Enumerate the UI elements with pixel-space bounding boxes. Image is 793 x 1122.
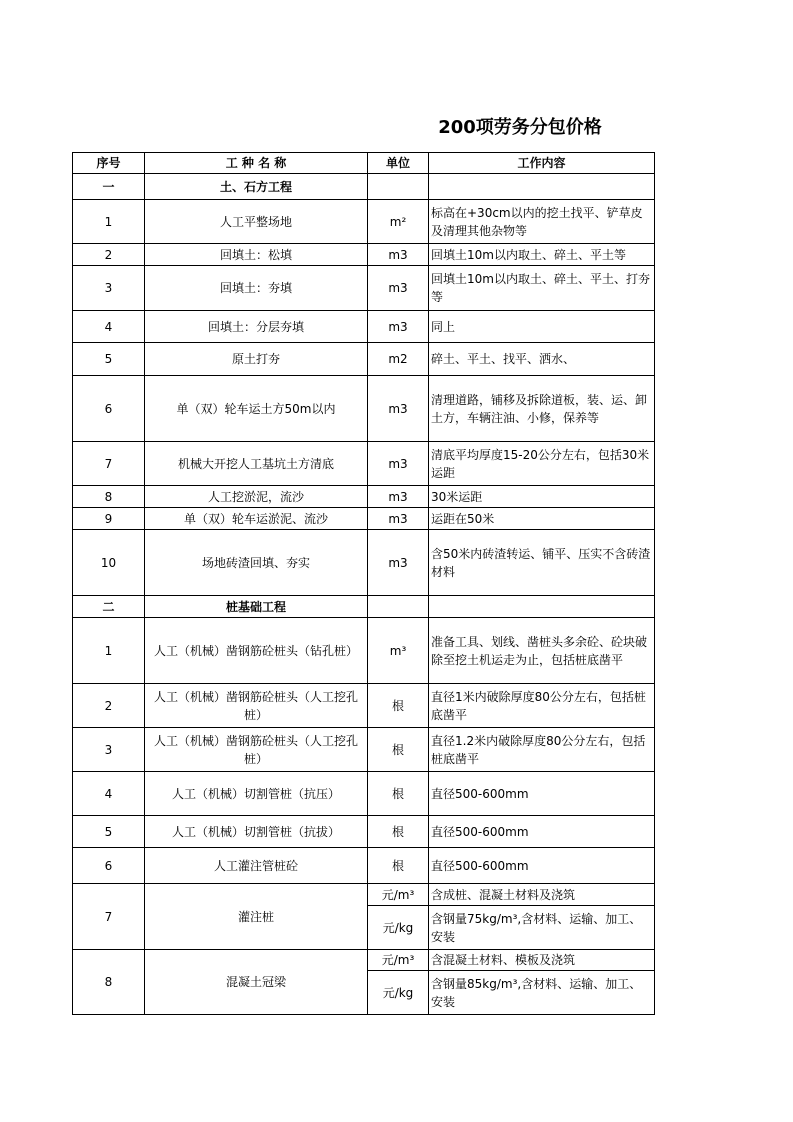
row-number: 4 bbox=[73, 772, 145, 816]
page-title: 200项劳务分包价格 bbox=[438, 117, 602, 138]
row-name: 回填土：松填 bbox=[145, 244, 368, 266]
header-seq: 序号 bbox=[73, 153, 145, 174]
row-content: 回填土10m以内取土、碎土、平土、打夯等 bbox=[429, 266, 655, 311]
row-name: 灌注桩 bbox=[145, 884, 368, 950]
row-name: 人工挖淤泥，流沙 bbox=[145, 486, 368, 508]
row-content: 含钢量85kg/m³,含材料、运输、加工、安装 bbox=[429, 971, 655, 1015]
row-content: 清理道路，铺移及拆除道板，装、运、卸土方，车辆注油、小修，保养等 bbox=[429, 376, 655, 442]
row-name: 人工（机械）切割管桩（抗拔） bbox=[145, 816, 368, 848]
table-row bbox=[73, 200, 655, 244]
header-unit: 单位 bbox=[368, 153, 429, 174]
row-content: 碎土、平土、找平、洒水、 bbox=[429, 343, 655, 376]
row-name: 人工（机械）切割管桩（抗压） bbox=[145, 772, 368, 816]
row-number: 2 bbox=[73, 684, 145, 728]
row-content: 含50米内砖渣转运、铺平、压实不含砖渣材料 bbox=[429, 530, 655, 596]
row-unit: m² bbox=[368, 200, 429, 244]
row-number: 1 bbox=[73, 618, 145, 684]
table-row bbox=[73, 684, 655, 728]
row-unit: 元/kg bbox=[368, 906, 429, 950]
row-unit: m3 bbox=[368, 244, 429, 266]
row-unit: 根 bbox=[368, 728, 429, 772]
header-content: 工作内容 bbox=[429, 153, 655, 174]
table-row bbox=[73, 728, 655, 772]
section-row bbox=[73, 174, 655, 200]
row-name: 单（双）轮车运淤泥、流沙 bbox=[145, 508, 368, 530]
row-unit: 元/m³ bbox=[368, 950, 429, 971]
row-number: 6 bbox=[73, 376, 145, 442]
row-content: 直径1米内破除厚度80公分左右，包括桩底凿平 bbox=[429, 684, 655, 728]
row-unit: m3 bbox=[368, 442, 429, 486]
row-content: 同上 bbox=[429, 311, 655, 343]
row-number: 10 bbox=[73, 530, 145, 596]
row-unit: 根 bbox=[368, 848, 429, 884]
section-number: 二 bbox=[73, 596, 145, 618]
row-number: 3 bbox=[73, 266, 145, 311]
row-content: 直径1.2米内破除厚度80公分左右，包括桩底凿平 bbox=[429, 728, 655, 772]
row-content: 含钢量75kg/m³,含材料、运输、加工、安装 bbox=[429, 906, 655, 950]
table-row bbox=[73, 772, 655, 816]
price-table bbox=[72, 152, 655, 1015]
row-number: 3 bbox=[73, 728, 145, 772]
row-number: 6 bbox=[73, 848, 145, 884]
row-number: 8 bbox=[73, 486, 145, 508]
row-unit: m³ bbox=[368, 618, 429, 684]
row-name: 人工灌注管桩砼 bbox=[145, 848, 368, 884]
row-name: 原土打夯 bbox=[145, 343, 368, 376]
row-content: 含混凝土材料、模板及浇筑 bbox=[429, 950, 655, 971]
section-title: 土、石方工程 bbox=[145, 174, 368, 200]
section-number: 一 bbox=[73, 174, 145, 200]
row-name: 人工平整场地 bbox=[145, 200, 368, 244]
row-number: 4 bbox=[73, 311, 145, 343]
row-content: 回填土10m以内取土、碎土、平土等 bbox=[429, 244, 655, 266]
table-row bbox=[73, 508, 655, 530]
section-title: 桩基础工程 bbox=[145, 596, 368, 618]
row-content: 直径500-600mm bbox=[429, 772, 655, 816]
row-content: 30米运距 bbox=[429, 486, 655, 508]
row-name: 单（双）轮车运土方50m以内 bbox=[145, 376, 368, 442]
row-name: 人工（机械）凿钢筋砼桩头（人工挖孔桩） bbox=[145, 728, 368, 772]
row-name: 回填土：夯填 bbox=[145, 266, 368, 311]
row-name: 回填土：分层夯填 bbox=[145, 311, 368, 343]
row-name: 人工（机械）凿钢筋砼桩头（人工挖孔桩） bbox=[145, 684, 368, 728]
row-unit: 根 bbox=[368, 772, 429, 816]
row-number: 9 bbox=[73, 508, 145, 530]
row-number: 5 bbox=[73, 816, 145, 848]
row-name: 场地砖渣回填、夯实 bbox=[145, 530, 368, 596]
table-row bbox=[73, 376, 655, 442]
table-header-row bbox=[73, 153, 655, 174]
header-name: 工 种 名 称 bbox=[145, 153, 368, 174]
row-unit: m3 bbox=[368, 508, 429, 530]
row-unit: 元/kg bbox=[368, 971, 429, 1015]
row-unit: m3 bbox=[368, 486, 429, 508]
row-name: 混凝土冠梁 bbox=[145, 950, 368, 1015]
row-number: 7 bbox=[73, 442, 145, 486]
row-number: 7 bbox=[73, 884, 145, 950]
row-content: 标高在+30cm以内的挖土找平、铲草皮及清理其他杂物等 bbox=[429, 200, 655, 244]
row-name: 人工（机械）凿钢筋砼桩头（钻孔桩） bbox=[145, 618, 368, 684]
table-row bbox=[73, 442, 655, 486]
row-number: 8 bbox=[73, 950, 145, 1015]
row-unit: 根 bbox=[368, 684, 429, 728]
table-row bbox=[73, 848, 655, 884]
row-unit: m3 bbox=[368, 530, 429, 596]
table-row bbox=[73, 244, 655, 266]
table-row bbox=[73, 486, 655, 508]
table-row bbox=[73, 950, 655, 971]
table-row bbox=[73, 311, 655, 343]
row-name: 机械大开挖人工基坑土方清底 bbox=[145, 442, 368, 486]
row-unit: m2 bbox=[368, 343, 429, 376]
table-row bbox=[73, 266, 655, 311]
table-row bbox=[73, 530, 655, 596]
table-row bbox=[73, 816, 655, 848]
row-unit: m3 bbox=[368, 376, 429, 442]
table-row bbox=[73, 618, 655, 684]
row-number: 1 bbox=[73, 200, 145, 244]
row-unit: m3 bbox=[368, 311, 429, 343]
row-number: 5 bbox=[73, 343, 145, 376]
table-row bbox=[73, 343, 655, 376]
row-content: 清底平均厚度15-20公分左右，包括30米运距 bbox=[429, 442, 655, 486]
section-row bbox=[73, 596, 655, 618]
row-content: 运距在50米 bbox=[429, 508, 655, 530]
table-row bbox=[73, 884, 655, 906]
row-content: 含成桩、混凝土材料及浇筑 bbox=[429, 884, 655, 906]
row-content: 直径500-600mm bbox=[429, 848, 655, 884]
row-content: 准备工具、划线、凿桩头多余砼、砼块破除至挖土机运走为止，包括桩底凿平 bbox=[429, 618, 655, 684]
row-unit: 元/m³ bbox=[368, 884, 429, 906]
row-unit: m3 bbox=[368, 266, 429, 311]
row-number: 2 bbox=[73, 244, 145, 266]
row-unit: 根 bbox=[368, 816, 429, 848]
row-content: 直径500-600mm bbox=[429, 816, 655, 848]
